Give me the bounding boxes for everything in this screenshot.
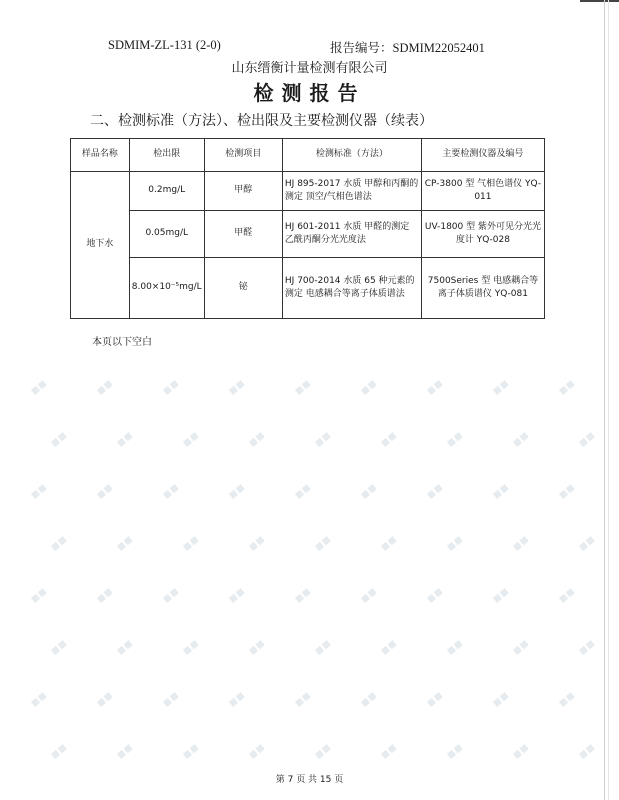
watermark-mark: ▪▪	[423, 480, 447, 503]
watermark-mark: ▪▪	[225, 480, 249, 503]
watermark-mark: ▪▪	[377, 636, 401, 659]
watermark-mark: ▪▪	[291, 584, 315, 607]
form-code: SDMIM-ZL-131 (2-0)	[108, 38, 221, 52]
watermark-mark: ▪▪	[509, 740, 533, 763]
watermark-mark: ▪▪	[357, 688, 381, 711]
watermark-mark: ▪▪	[443, 740, 467, 763]
watermark-mark: ▪▪	[489, 584, 513, 607]
limit-cell: 8.00×10⁻⁵mg/L	[129, 258, 204, 319]
watermark-mark: ▪▪	[575, 532, 599, 555]
watermark-mark: ▪▪	[113, 740, 137, 763]
standard-cell: HJ 601-2011 水质 甲醛的测定 乙酰丙酮分光光度法	[282, 211, 421, 258]
limit-cell: 0.2mg/L	[129, 172, 204, 211]
standard-cell: HJ 700-2014 水质 65 种元素的测定 电感耦合等离子体质谱法	[282, 258, 421, 319]
watermark-mark: ▪▪	[555, 376, 579, 399]
item-cell: 甲醛	[204, 211, 282, 258]
watermark-mark: ▪▪	[489, 480, 513, 503]
watermark-mark: ▪▪	[47, 636, 71, 659]
watermark-mark: ▪▪	[179, 532, 203, 555]
watermark-mark: ▪▪	[311, 636, 335, 659]
watermark-mark: ▪▪	[509, 428, 533, 451]
item-cell: 甲醇	[204, 172, 282, 211]
watermark-mark: ▪▪	[47, 532, 71, 555]
header-instrument: 主要检测仪器及编号	[421, 139, 544, 172]
watermark-mark: ▪▪	[443, 636, 467, 659]
watermark-mark: ▪▪	[489, 376, 513, 399]
header-detection-limit: 检出限	[129, 139, 204, 172]
watermark-mark: ▪▪	[179, 636, 203, 659]
watermark-mark: ▪▪	[509, 636, 533, 659]
watermark-mark: ▪▪	[47, 740, 71, 763]
watermark-mark: ▪▪	[47, 428, 71, 451]
watermark-mark: ▪▪	[423, 376, 447, 399]
watermark-mark: ▪▪	[291, 688, 315, 711]
watermark-mark: ▪▪	[311, 532, 335, 555]
watermark-mark: ▪▪	[159, 376, 183, 399]
watermark-mark: ▪▪	[245, 428, 269, 451]
watermark-mark: ▪▪	[555, 584, 579, 607]
watermark-mark: ▪▪	[311, 428, 335, 451]
watermark-mark: ▪▪	[423, 688, 447, 711]
watermark-mark: ▪▪	[291, 480, 315, 503]
watermark-mark: ▪▪	[357, 376, 381, 399]
standards-table	[70, 138, 545, 319]
company-name: 山东缙衡计量检测有限公司	[231, 61, 388, 76]
report-number: 报告编号：SDMIM22052401	[330, 41, 485, 55]
limit-cell: 0.05mg/L	[129, 211, 204, 258]
watermark-mark: ▪▪	[159, 584, 183, 607]
watermark-mark: ▪▪	[159, 480, 183, 503]
watermark-mark: ▪▪	[377, 532, 401, 555]
table-row	[71, 172, 545, 211]
watermark-mark: ▪▪	[225, 688, 249, 711]
watermark-mark: ▪▪	[27, 688, 51, 711]
header-test-item: 检测项目	[204, 139, 282, 172]
section-title: 二、检测标准（方法）、检出限及主要检测仪器（续表）	[90, 113, 433, 129]
watermark-mark: ▪▪	[113, 636, 137, 659]
watermark-mark: ▪▪	[377, 428, 401, 451]
table-row	[71, 258, 545, 319]
header-sample-name: 样品名称	[71, 139, 130, 172]
watermark-mark: ▪▪	[443, 532, 467, 555]
watermark-mark: ▪▪	[245, 740, 269, 763]
watermark-mark: ▪▪	[311, 740, 335, 763]
watermark-mark: ▪▪	[575, 740, 599, 763]
watermark-mark: ▪▪	[113, 428, 137, 451]
table-header-row	[71, 139, 545, 172]
watermark-mark: ▪▪	[575, 636, 599, 659]
watermark-mark: ▪▪	[27, 584, 51, 607]
instrument-cell: UV-1800 型 紫外可见分光光度计 YQ-028	[421, 211, 544, 258]
page-number: 第 7 页 共 15 页	[275, 775, 344, 785]
watermark-mark: ▪▪	[555, 688, 579, 711]
watermark-mark: ▪▪	[225, 376, 249, 399]
watermark-mark: ▪▪	[159, 688, 183, 711]
instrument-cell: 7500Series 型 电感耦合等离子体质谱仪 YQ-081	[421, 258, 544, 319]
scan-edge-right	[604, 0, 605, 800]
watermark-mark: ▪▪	[93, 584, 117, 607]
header-standard: 检测标准（方法）	[282, 139, 421, 172]
watermark-mark: ▪▪	[245, 532, 269, 555]
item-cell: 铋	[204, 258, 282, 319]
watermark-mark: ▪▪	[27, 376, 51, 399]
scan-edge-right-faint	[608, 0, 609, 800]
watermark-mark: ▪▪	[555, 480, 579, 503]
watermark-mark: ▪▪	[357, 584, 381, 607]
watermark-mark: ▪▪	[245, 636, 269, 659]
table-row	[71, 211, 545, 258]
watermark-mark: ▪▪	[179, 740, 203, 763]
watermark-mark: ▪▪	[225, 584, 249, 607]
sample-name-cell: 地下水	[71, 172, 130, 319]
watermark-mark: ▪▪	[113, 532, 137, 555]
watermark-mark: ▪▪	[489, 688, 513, 711]
watermark-mark: ▪▪	[443, 428, 467, 451]
instrument-cell: CP-3800 型 气相色谱仪 YQ-011	[421, 172, 544, 211]
watermark-mark: ▪▪	[357, 480, 381, 503]
watermark-mark: ▪▪	[179, 428, 203, 451]
scan-edge-top	[580, 0, 619, 2]
watermark-mark: ▪▪	[291, 376, 315, 399]
watermark-mark: ▪▪	[575, 428, 599, 451]
watermark-mark: ▪▪	[93, 688, 117, 711]
standard-cell: HJ 895-2017 水质 甲醇和丙酮的测定 顶空/气相色谱法	[282, 172, 421, 211]
document-title: 检测报告	[253, 81, 366, 105]
watermark-mark: ▪▪	[509, 532, 533, 555]
blank-below-note: 本页以下空白	[92, 337, 152, 348]
watermark-mark: ▪▪	[423, 584, 447, 607]
watermark-mark: ▪▪	[93, 376, 117, 399]
watermark-mark: ▪▪	[27, 480, 51, 503]
watermark-mark: ▪▪	[93, 480, 117, 503]
watermark-mark: ▪▪	[377, 740, 401, 763]
